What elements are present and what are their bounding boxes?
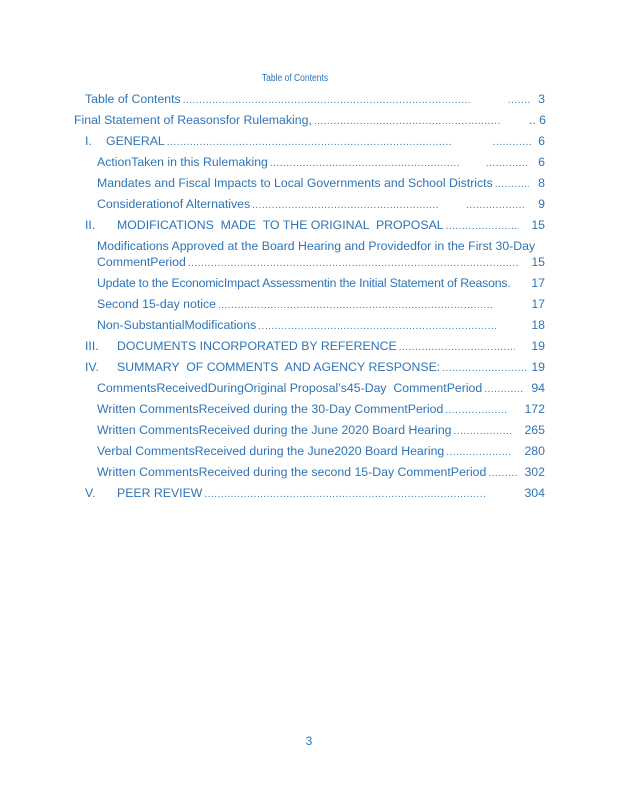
toc-page-number: 17 xyxy=(531,276,545,290)
toc-entry-action-taken[interactable] xyxy=(97,155,545,171)
toc-leader xyxy=(446,444,512,460)
toc-section-number: I. xyxy=(85,134,92,148)
toc-leader xyxy=(270,155,460,171)
toc-entry-summary-of-comments[interactable] xyxy=(85,360,545,376)
toc-leader xyxy=(446,218,519,234)
toc-page-number: 17 xyxy=(531,297,545,311)
toc-entry-text: CommentsReceivedDuringOriginal Proposal’s45-Day CommentPeriod xyxy=(97,381,483,395)
toc-entry-table-of-contents[interactable] xyxy=(85,92,545,108)
toc-entry-written-june-hearing[interactable] xyxy=(97,423,545,439)
toc-leader xyxy=(314,113,500,129)
toc-page-number: 172 xyxy=(524,402,545,416)
toc-heading: Table of Contents xyxy=(261,73,329,84)
toc-page-number: 9 xyxy=(538,197,545,211)
toc-entry-verbal-june-hearing[interactable] xyxy=(97,444,545,460)
toc-entry-alternatives[interactable] xyxy=(97,197,545,213)
toc-entry-text: Verbal CommentsReceived during the June2020 Board Hearing xyxy=(97,444,445,458)
toc-entry-documents[interactable] xyxy=(85,339,545,355)
toc-leader xyxy=(399,339,515,355)
toc-entry-general[interactable] xyxy=(85,134,545,150)
toc-entry-non-substantial[interactable] xyxy=(97,318,545,334)
toc-leader xyxy=(167,134,453,150)
toc-entry-text: Considerationof Alternatives xyxy=(97,197,251,211)
toc-leader xyxy=(442,360,526,376)
toc-entry-text-line2: CommentPeriod xyxy=(97,255,186,269)
toc-section-number: V. xyxy=(85,486,96,500)
page-number: 3 xyxy=(305,734,313,748)
toc-leader xyxy=(218,297,492,313)
toc-page-number: 280 xyxy=(524,444,545,458)
toc-entry-30-day-comments[interactable] xyxy=(97,402,545,418)
toc-leader xyxy=(252,197,438,213)
toc-entry-peer-review[interactable] xyxy=(85,486,545,502)
toc-leader xyxy=(488,465,519,481)
toc-page-number: 304 xyxy=(524,486,545,500)
toc-section-number: III. xyxy=(85,339,99,353)
toc-page-number: 15 xyxy=(531,255,545,269)
toc-page-number: 8 xyxy=(538,176,545,190)
toc-page-number: 19 xyxy=(531,339,545,353)
toc-entry-text: Written CommentsReceived during the June 2020 Board Hearing xyxy=(97,423,452,437)
toc-entry-text: Mandates and Fiscal Impacts to Local Governments and School Districts xyxy=(97,176,493,190)
toc-leader xyxy=(445,402,507,418)
toc-leader xyxy=(486,155,528,171)
toc-entry-modifications[interactable] xyxy=(85,218,545,234)
toc-page-number: 15 xyxy=(531,218,545,232)
toc-entry-text: ActionTaken in this Rulemaking xyxy=(97,155,268,169)
toc-entry-text: Non-SubstantialModifications xyxy=(97,318,257,332)
toc-page-number: 6 xyxy=(538,134,545,148)
toc-entry-text: Written CommentsReceived during the second 15-Day CommentPeriod xyxy=(97,465,487,479)
toc-entry-45-day-comments[interactable] xyxy=(97,381,545,397)
toc-page-number: 94 xyxy=(531,381,545,395)
toc-entry-text: GENERAL xyxy=(106,134,165,148)
toc-leader xyxy=(466,197,524,213)
toc-page-number: 302 xyxy=(524,465,545,479)
toc-entry-mandates[interactable] xyxy=(97,176,545,192)
toc-page-number: 265 xyxy=(524,423,545,437)
toc-page-number: 6 xyxy=(538,155,545,169)
toc-leader xyxy=(495,176,529,192)
toc-page-number: 3 xyxy=(538,92,545,106)
toc-entry-text: PEER REVIEW xyxy=(117,486,203,500)
toc-leader xyxy=(204,486,486,502)
toc-entry-text: Final Statement of Reasonsfor Rulemaking, xyxy=(74,113,312,127)
toc-leader xyxy=(484,381,523,397)
toc-section-number: II. xyxy=(85,218,96,232)
toc-leader xyxy=(183,92,471,108)
toc-leader xyxy=(258,318,496,334)
toc-entry-text: Second 15-day notice xyxy=(97,297,216,311)
toc-entry-text: DOCUMENTS INCORPORATED BY REFERENCE xyxy=(117,339,397,353)
toc-entry-text: Update to the EconomicImpact Assessmentin the Initial Statement of Reasons. xyxy=(97,276,511,290)
toc-page-number: 18 xyxy=(531,318,545,332)
toc-entry-text: Written CommentsReceived during the 30-Day CommentPeriod xyxy=(97,402,444,416)
toc-entry-modifications-approved[interactable] xyxy=(97,239,545,271)
toc-entry-economic-impact[interactable] xyxy=(97,276,545,291)
toc-page-number: 19 xyxy=(531,360,545,374)
toc-entry-text: MODIFICATIONS MADE TO THE ORIGINAL PROPOSAL xyxy=(117,218,444,232)
toc-entry-second-15-day-notice[interactable] xyxy=(97,297,545,313)
toc-entry-text: SUMMARY OF COMMENTS AND AGENCY RESPONSE: xyxy=(117,360,441,374)
toc-leader xyxy=(493,134,533,150)
toc-entry-final-statement[interactable] xyxy=(74,113,546,129)
toc-leader xyxy=(454,423,512,439)
toc-section-number: IV. xyxy=(85,360,99,374)
toc-entry-text-line1: Modifications Approved at the Board Hearing and Providedfor in the First 30-Day xyxy=(97,239,536,253)
toc-entry-second-15-day-comments[interactable] xyxy=(97,465,545,481)
toc-entry-text: Table of Contents xyxy=(85,92,181,106)
toc-page-number: .. 6 xyxy=(528,113,546,127)
toc-leader xyxy=(508,92,531,108)
toc-leader xyxy=(188,255,519,271)
